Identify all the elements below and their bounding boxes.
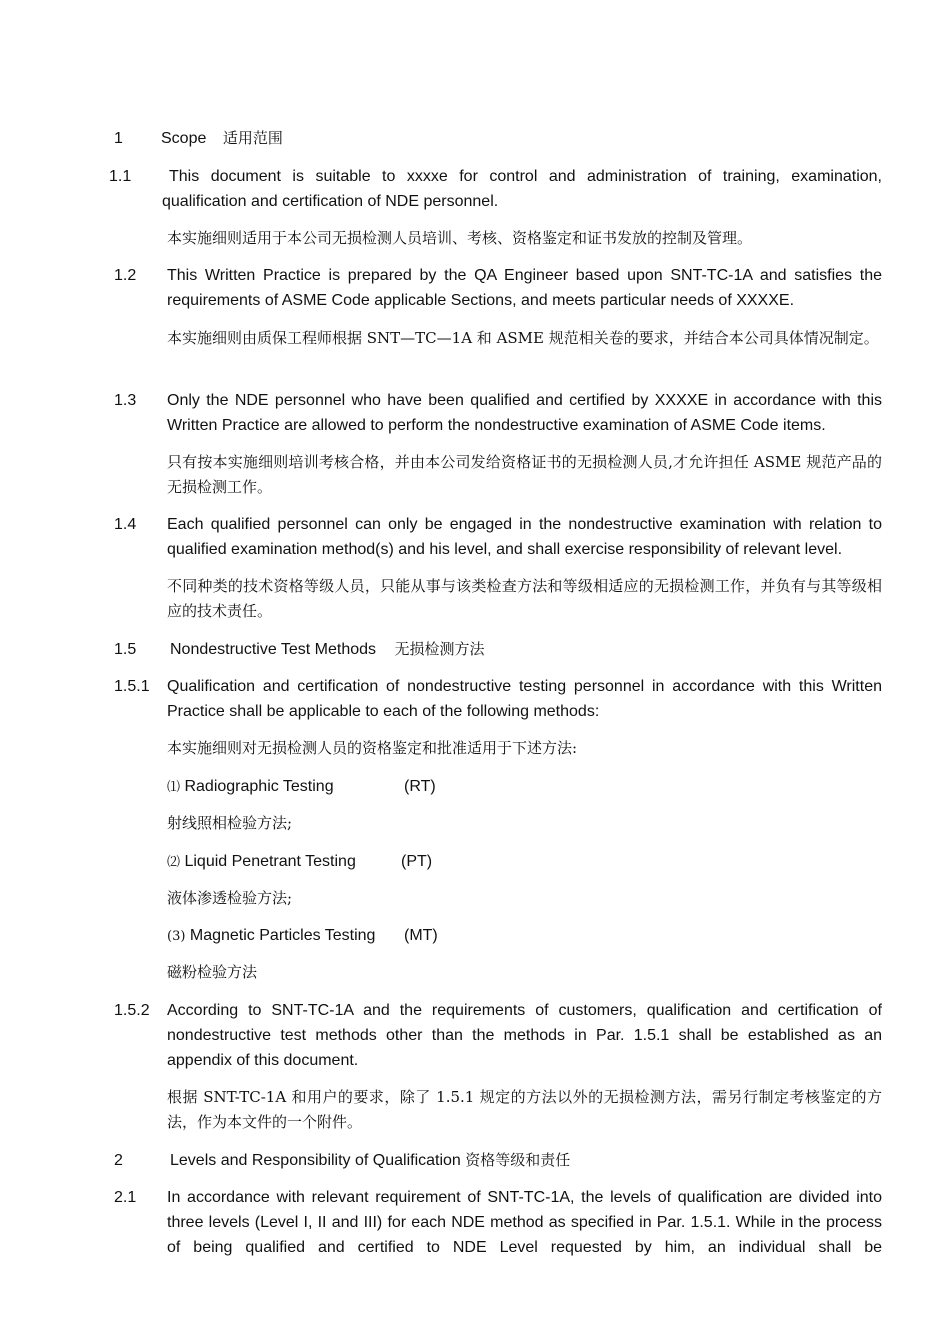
paragraph-number: 1.5.1 bbox=[114, 678, 150, 695]
paragraph-number: 1.3 bbox=[114, 392, 137, 409]
paragraph-cn: 本实施细则适用于本公司无损检测人员培训、考核、资格鉴定和证书发放的控制及管理。 bbox=[167, 229, 753, 247]
paragraph-number: 1.5.2 bbox=[114, 1002, 150, 1019]
method-name: Liquid Penetrant Testing bbox=[184, 853, 356, 870]
paragraph-number: 1.2 bbox=[114, 267, 137, 284]
paragraph-en-rest: qualification and certification of NDE personnel. bbox=[162, 193, 499, 210]
paragraph-cn: 本实施细则对无损检测人员的资格鉴定和批准适用于下述方法: bbox=[167, 739, 578, 757]
method-abbr: (PT) bbox=[401, 853, 433, 870]
subsection-number: 1.5 bbox=[114, 641, 137, 658]
paragraph-cn: 不同种类的技术资格等级人员，只能从事与该类检查方法和等级相适应的无损检测工作，并负有与其等级相应的技术责任。 bbox=[167, 577, 882, 620]
method-item-rt bbox=[167, 774, 334, 800]
method-cn: 磁粉检验方法 bbox=[167, 963, 258, 981]
section-title-cn: 适用范围 bbox=[222, 129, 283, 147]
subsection-title-cn: 无损检测方法 bbox=[394, 640, 485, 658]
list-marker: (3) bbox=[167, 929, 186, 944]
section-1-heading bbox=[114, 126, 123, 151]
section-number: 1 bbox=[114, 130, 123, 147]
method-item-pt bbox=[167, 849, 356, 875]
paragraph-en: Each qualified personnel can only be engaged in the nondestructive examination with relation to qualified examination method(s) and his level, and shall exercise responsibility of relevant level. bbox=[167, 516, 882, 558]
paragraph-en: This Written Practice is prepared by the QA Engineer based upon SNT-TC-1A and satisfies the requirements of ASME Code applicable Sections, and meets particular needs of XXXXE. bbox=[167, 267, 882, 309]
paragraph-cn: 本实施细则由质保工程师根据 SNT—TC—1A 和 ASME 规范相关卷的要求，并结合本公司具体情况制定。 bbox=[167, 329, 879, 347]
subsection-title-en: Nondestructive Test Methods bbox=[170, 641, 377, 658]
paragraph-en-first-line: This document is suitable to xxxxe for control and administration of training, examination, bbox=[169, 168, 882, 185]
section-title-en: Scope bbox=[161, 130, 207, 147]
method-item-mt bbox=[167, 923, 375, 949]
method-abbr: (MT) bbox=[404, 927, 438, 944]
paragraph-en: Qualification and certification of nondestructive testing personnel in accordance with this Written Practice shall be applicable to each of the following methods: bbox=[167, 678, 882, 720]
paragraph-cn: 根据 SNT-TC-1A 和用户的要求，除了 1.5.1 规定的方法以外的无损检测方法，需另行制定考核鉴定的方法，作为本文件的一个附件。 bbox=[167, 1088, 882, 1131]
section-number: 2 bbox=[114, 1152, 123, 1169]
paragraph-number: 1.4 bbox=[114, 516, 137, 533]
paragraph-en: According to SNT-TC-1A and the requirements of customers, qualification and certification of nondestructive test methods other than the methods in Par. 1.5.1 shall be established as an appendix of this document. bbox=[167, 1002, 882, 1069]
method-name: Magnetic Particles Testing bbox=[189, 927, 376, 944]
method-name: Radiographic Testing bbox=[184, 778, 334, 795]
list-marker: ⑵ bbox=[167, 855, 181, 870]
section-title-cn: 资格等级和责任 bbox=[465, 1151, 571, 1169]
method-cn: 液体渗透检验方法; bbox=[167, 889, 293, 907]
section-1-title bbox=[161, 126, 283, 151]
section-title-en: Levels and Responsibility of Qualification bbox=[170, 1152, 461, 1169]
subsection-title bbox=[170, 637, 485, 662]
paragraph-en: Only the NDE personnel who have been qualified and certified by XXXXE in accordance with this Written Practice are allowed to perform the nondestructive examination of ASME Code items. bbox=[167, 392, 882, 434]
section-2-title bbox=[170, 1148, 570, 1173]
paragraph-number: 2.1 bbox=[114, 1189, 137, 1206]
method-cn: 射线照相检验方法; bbox=[167, 814, 293, 832]
method-abbr: (RT) bbox=[404, 778, 436, 795]
paragraph-cn: 只有按本实施细则培训考核合格，并由本公司发给资格证书的无损检测人员,才允许担任 ASME 规范产品的无损检测工作。 bbox=[167, 453, 882, 496]
list-marker: ⑴ bbox=[167, 780, 181, 795]
paragraph-number: 1.1 bbox=[109, 168, 132, 185]
paragraph-en: In accordance with relevant requirement of SNT-TC-1A, the levels of qualification are divided into three levels (Level I, II and III) for each NDE method as specified in Par. 1.5.1. While in the process of being qualified and certified to NDE Level requested by him, an individual shall be bbox=[167, 1189, 882, 1256]
